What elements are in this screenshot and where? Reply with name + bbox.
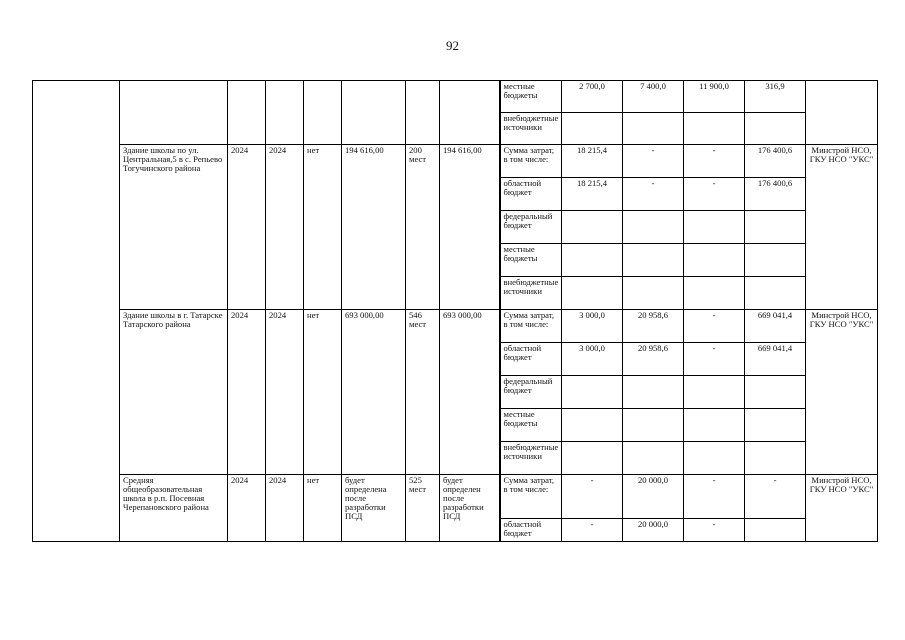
- end-year-cell: [266, 81, 304, 145]
- value-v2025: 7 400,0: [623, 81, 684, 113]
- value-v2026: -: [684, 145, 745, 178]
- value-v2027: [745, 277, 806, 310]
- value-v2024: [562, 277, 623, 310]
- value-v2026: -: [684, 310, 745, 343]
- funding-source: внебюджетные источники: [500, 442, 562, 475]
- budget-table: [32, 80, 878, 542]
- value-v2026: [684, 409, 745, 442]
- funding-source: Сумма затрат, в том числе:: [500, 475, 562, 519]
- funding-source: внебюджетные источники: [500, 113, 562, 145]
- funding-source: областной бюджет: [500, 178, 562, 211]
- value-v2025: -: [623, 178, 684, 211]
- value-v2027: 176 400,6: [745, 178, 806, 211]
- capacity: 525 мест: [406, 475, 440, 542]
- value-v2024: -: [562, 519, 623, 542]
- end-year: 2024: [266, 145, 304, 310]
- value-v2026: [684, 277, 745, 310]
- value-v2024: 3 000,0: [562, 310, 623, 343]
- page-number: 92: [446, 38, 459, 53]
- funding-source: местные бюджеты: [500, 81, 562, 113]
- value-v2026: 11 900,0: [684, 81, 745, 113]
- value-v2024: 18 215,4: [562, 178, 623, 211]
- value-v2026: [684, 442, 745, 475]
- value-v2026: -: [684, 475, 745, 519]
- funding-source: областной бюджет: [500, 519, 562, 542]
- value-v2025: [623, 244, 684, 277]
- value-v2024: [562, 113, 623, 145]
- estimated-cost: будет определена после разработки ПСД: [342, 475, 406, 542]
- estimated-cost: 194 616,00: [342, 145, 406, 310]
- value-v2026: [684, 211, 745, 244]
- flag: нет: [304, 475, 342, 542]
- value-v2026: -: [684, 343, 745, 376]
- start-year: 2024: [228, 475, 266, 542]
- value-v2025: [623, 113, 684, 145]
- value-v2026: [684, 244, 745, 277]
- cost2-cell: [440, 81, 500, 145]
- start-year: 2024: [228, 310, 266, 475]
- value-v2025: 20 000,0: [623, 519, 684, 542]
- table-row: [33, 310, 878, 343]
- value-v2027: 669 041,4: [745, 343, 806, 376]
- value-v2026: [684, 376, 745, 409]
- object-name-cell: [120, 81, 228, 145]
- table-row: [33, 145, 878, 178]
- value-v2025: [623, 376, 684, 409]
- value-v2027: [745, 376, 806, 409]
- funding-source: внебюджетные источники: [500, 277, 562, 310]
- value-v2025: -: [623, 145, 684, 178]
- object-name: Здание школы по ул. Центральная,5 в с. Репьево Тогучинского района: [120, 145, 228, 310]
- capacity-cell: [406, 81, 440, 145]
- funding-source: областной бюджет: [500, 343, 562, 376]
- funding-source: Сумма затрат, в том числе:: [500, 145, 562, 178]
- value-v2027: [745, 409, 806, 442]
- table-row: [33, 81, 878, 113]
- value-v2026: -: [684, 519, 745, 542]
- value-v2024: 2 700,0: [562, 81, 623, 113]
- value-v2024: 18 215,4: [562, 145, 623, 178]
- object-name: Средняя общеобразовательная школа в р.п. Посевная Черепановского района: [120, 475, 228, 542]
- estimated-cost: 693 000,00: [342, 310, 406, 475]
- capacity: 200 мест: [406, 145, 440, 310]
- end-year: 2024: [266, 475, 304, 542]
- value-v2025: 20 958,6: [623, 343, 684, 376]
- value-v2025: 20 958,6: [623, 310, 684, 343]
- value-v2024: [562, 211, 623, 244]
- responsible-cell: [806, 81, 878, 145]
- estimated-cost-2: 194 616,00: [440, 145, 500, 310]
- value-v2024: 3 000,0: [562, 343, 623, 376]
- responsible-agency: Минстрой НСО, ГКУ НСО "УКС": [806, 310, 878, 475]
- funding-source: Сумма затрат, в том числе:: [500, 310, 562, 343]
- funding-source: федеральный бюджет: [500, 376, 562, 409]
- value-v2027: -: [745, 475, 806, 519]
- value-v2027: 669 041,4: [745, 310, 806, 343]
- end-year: 2024: [266, 310, 304, 475]
- value-v2027: [745, 211, 806, 244]
- cost-cell: [342, 81, 406, 145]
- value-v2027: [745, 113, 806, 145]
- flag: нет: [304, 145, 342, 310]
- value-v2027: [745, 519, 806, 542]
- value-v2026: [684, 113, 745, 145]
- object-name: Здание школы в г. Татарске Татарского района: [120, 310, 228, 475]
- estimated-cost-2: 693 000,00: [440, 310, 500, 475]
- flag-cell: [304, 81, 342, 145]
- value-v2024: [562, 376, 623, 409]
- estimated-cost-2: будет определен после разработки ПСД: [440, 475, 500, 542]
- value-v2025: [623, 211, 684, 244]
- value-v2025: [623, 442, 684, 475]
- value-v2027: [745, 442, 806, 475]
- value-v2024: [562, 244, 623, 277]
- funding-source: федеральный бюджет: [500, 211, 562, 244]
- start-year: 2024: [228, 145, 266, 310]
- responsible-agency: Минстрой НСО, ГКУ НСО "УКС": [806, 145, 878, 310]
- value-v2026: -: [684, 178, 745, 211]
- value-v2024: -: [562, 475, 623, 519]
- funding-source: местные бюджеты: [500, 244, 562, 277]
- table-row: [33, 475, 878, 519]
- value-v2027: [745, 244, 806, 277]
- responsible-agency: Минстрой НСО, ГКУ НСО "УКС": [806, 475, 878, 542]
- value-v2025: 20 000,0: [623, 475, 684, 519]
- flag: нет: [304, 310, 342, 475]
- capacity: 546 мест: [406, 310, 440, 475]
- value-v2025: [623, 277, 684, 310]
- value-v2024: [562, 409, 623, 442]
- table-body: [33, 81, 878, 542]
- outer-group-cell: [33, 81, 120, 542]
- value-v2025: [623, 409, 684, 442]
- funding-source: местные бюджеты: [500, 409, 562, 442]
- value-v2024: [562, 442, 623, 475]
- start-year-cell: [228, 81, 266, 145]
- value-v2027: 316,9: [745, 81, 806, 113]
- value-v2027: 176 400,6: [745, 145, 806, 178]
